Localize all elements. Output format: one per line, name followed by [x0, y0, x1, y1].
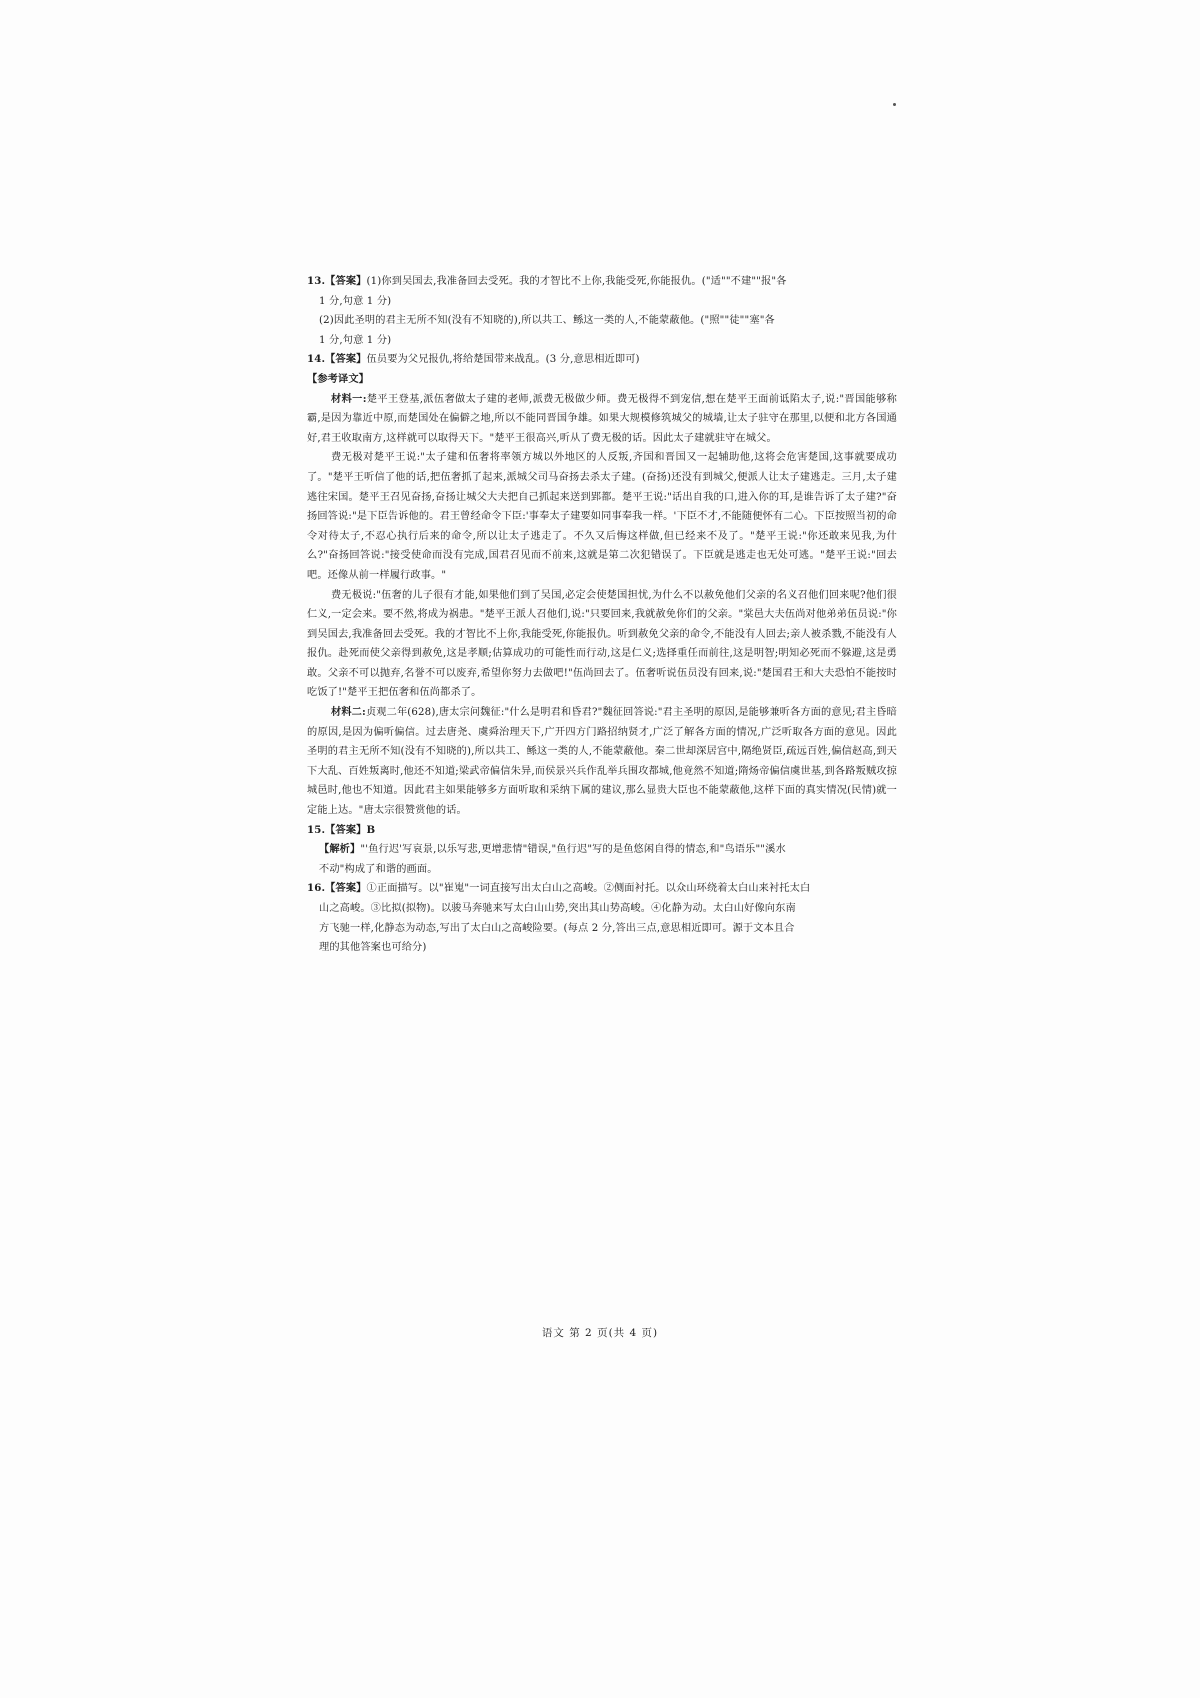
- q13-line-3: (2)因此圣明的君主无所不知(没有不知晓的),所以共工、鲧这一类的人,不能蒙蔽他。("照""徒""塞"各: [319, 315, 775, 327]
- q14-text: 伍员要为父兄报仇,将给楚国带来战乱。(3 分,意思相近即可): [366, 354, 640, 366]
- q16-line-4: 理的其他答案也可给分): [319, 942, 427, 954]
- q16-head: 16.【答案】: [307, 882, 367, 895]
- material2-paragraph: [307, 703, 897, 821]
- material2-text: 贞观二年(628),唐太宗问魏征:"什么是明君和昏君?"魏征回答说:"君主圣明的原因,是能够兼听各方面的意见;君主昏暗的原因,是因为偏听偏信。过去唐尧、虞舜治理天下,广开四方门路招纳贤才,广泛了解各方面的情况,广泛听取各方面的意见。因此圣明的君主无所不知(没有不知晓的),所以共工、鲧这一类的人,不能蒙蔽他。秦二世却深居宫中,隔绝贤臣,疏远百姓,偏信赵高,到天下大乱、百姓叛离时,他还不知道;梁武帝偏信朱异,而侯景兴兵作乱举兵围攻都城,他竟然不知道;隋炀帝偏信虞世基,到各路叛贼攻掠城邑时,他也不知道。因此君主如果能够多方面听取和采纳下属的建议,那么显贵大臣也不能蒙蔽他,这样下面的真实情况(民情)就一定能上达。"唐太宗很赞赏他的话。: [307, 707, 897, 817]
- q16-line-3: 方飞驰一样,化静态为动态,写出了太白山之高峻险要。(每点 2 分,答出三点,意思相近即可。源于文本且合: [319, 922, 795, 934]
- material1-text-1: 楚平王登基,派伍奢做太子建的老师,派费无极做少师。费无极得不到宠信,想在楚平王面前诋陷太子,说:"晋国能够称霸,是因为靠近中原,而楚国处在偏僻之地,所以不能同晋国争雄。如果大规模修筑城父的城墙,让太子驻守在那里,以便和北方各国通好,君王收取南方,这样就可以取得天下。"楚平王很高兴,听从了费无极的话。因此太子建就驻守在城父。: [307, 393, 897, 444]
- q14-head: 14.【答案】: [307, 353, 367, 366]
- q16-line-2: 山之高峻。③比拟(拟物)。以骏马奔驰来写太白山山势,突出其山势高峻。④化静为动。太白山好像向东南: [319, 903, 796, 914]
- q16-line-1: [307, 879, 897, 899]
- q13-line-4: 1 分,句意 1 分): [319, 334, 392, 346]
- q15-analysis-line-2: 不动"构成了和谐的画面。: [319, 863, 438, 875]
- scan-dust-mark: [893, 103, 896, 106]
- q15-analysis-line-1: [307, 840, 897, 860]
- material1-paragraph-1: [307, 390, 897, 449]
- q15-analysis-label: 【解析】: [319, 843, 361, 856]
- material1-paragraph-2: 费无极对楚平王说:"太子建和伍奢将率领方城以外地区的人反叛,齐国和晋国又一起辅助他,这将会危害楚国,这事就要成功了。"楚平王听信了他的话,把伍奢抓了起来,派城父司马奋扬去杀太子建。(奋扬)还没有到城父,便派人让太子建逃走。三月,太子建逃往宋国。楚平王召见奋扬,奋扬让城父大夫把自己抓起来送到郢都。楚平王说:"话出自我的口,进入你的耳,是谁告诉了太子建?"奋扬回答说:"是下臣告诉他的。君王曾经命令下臣:'事奉太子建要如同事奉我一样。'下臣不才,不能随便怀有二心。下臣按照当初的命令对待太子,不忍心执行后来的命令,所以让太子逃走了。不久又后悔这样做,但已经来不及了。"楚平王说:"你还敢来见我,为什么?"奋扬回答说:"接受使命而没有完成,国君召见而不前来,这就是第二次犯错误了。下臣就是逃走也无处可逃。"楚平王说:"回去吧。还像从前一样履行政事。": [307, 452, 897, 581]
- q13-head: 13.【答案】: [307, 275, 367, 287]
- q15-analysis-text-1: "'鱼行迟'写哀景,以乐写悲,更增悲情"错误,"鱼行迟"写的是鱼悠闲自得的情态,和"鸟语乐""溪水: [360, 844, 786, 856]
- q13-text-1: (1)你到吴国去,我准备回去受死。我的才智比不上你,我能受死,你能报仇。("适""不建""报"各: [366, 276, 787, 287]
- translation-heading: 【参考译文】: [307, 372, 370, 385]
- material1-paragraph-3: 费无极说:"伍奢的儿子很有才能,如果他们到了吴国,必定会使楚国担忧,为什么不以赦免他们父亲的名义召他们回来呢?他们很仁义,一定会来。要不然,将成为祸患。"楚平王派人召他们,说:"只要回来,我就赦免你们的父亲。"棠邑大夫伍尚对他弟弟伍员说:"你到吴国去,我准备回去受死。我的才智比不上你,我能受死,你能报仇。听到赦免父亲的命令,不能没有人回去;亲人被杀戮,不能没有人报仇。赴死而使父亲得到赦免,这是孝顺;估算成功的可能性而行动,这是仁义;选择重任而前往,这是明智;明知必死而不躲避,这是勇敢。父亲不可以抛弃,名誉不可以废弃,希望你努力去做吧!"伍尚回去了。伍奢听说伍员没有回来,说:"楚国君王和大夫恐怕不能按时吃饭了!"楚平王把伍奢和伍尚都杀了。: [307, 589, 897, 699]
- q15-answer: B: [366, 823, 376, 836]
- q13-line-2: 1 分,句意 1 分): [319, 295, 392, 307]
- page-footer: 语文 第 2 页(共 4 页): [541, 1327, 659, 1339]
- answer-key-content: [307, 272, 897, 958]
- q15-line: [307, 821, 897, 841]
- q14-line: [307, 350, 897, 370]
- material2-label: 材料二:: [331, 706, 366, 719]
- q13-line-1: [307, 272, 897, 292]
- q16-text-1: ①正面描写。以"崔嵬"一词直接写出太白山之高峻。②侧面衬托。以众山环绕着太白山来衬托太白: [366, 883, 811, 895]
- material1-label: 材料一:: [331, 392, 367, 405]
- q15-head: 15.【答案】: [307, 823, 367, 836]
